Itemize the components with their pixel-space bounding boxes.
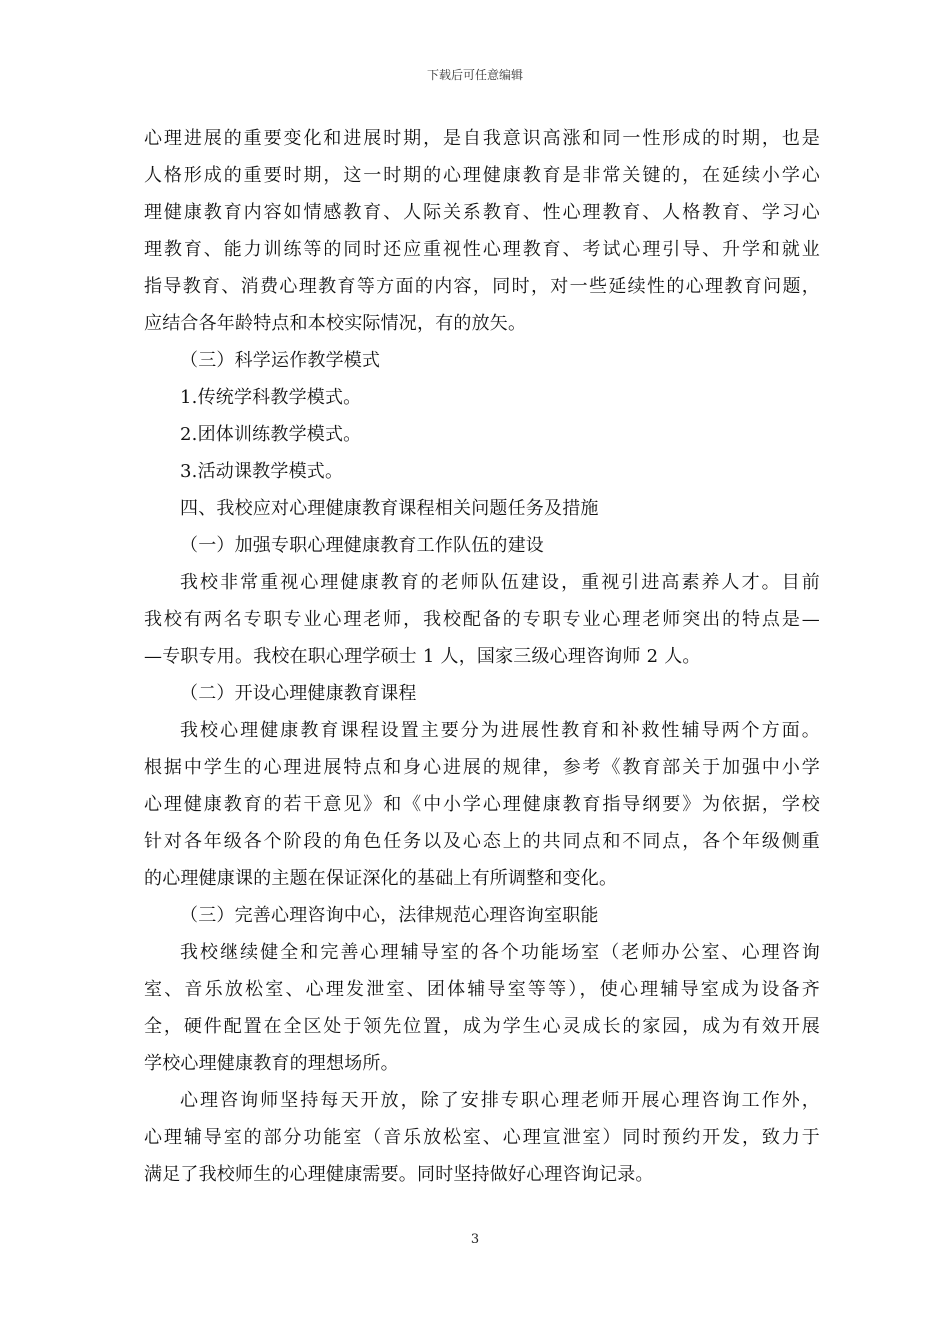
text-line: （三）完善心理咨询中心，法律规范心理咨询室职能 bbox=[180, 905, 599, 926]
page-header: 下载后可任意编辑 bbox=[426, 68, 523, 82]
text-line: 心理健康教育的若干意见》和《中小学心理健康教育指导纲要》为依据，学校 bbox=[144, 794, 820, 815]
text-line: 的心理健康课的主题在保证深化的基础上有所调整和变化。 bbox=[144, 868, 618, 889]
text-line: 我校心理健康教育课程设置主要分为进展性教育和补救性辅导两个方面。 bbox=[180, 720, 820, 741]
text-line: 应结合各年龄特点和本校实际情况，有的放矢。 bbox=[144, 313, 527, 334]
text-line: 1.传统学科教学模式。 bbox=[180, 387, 362, 408]
text-line: 3.活动课教学模式。 bbox=[180, 461, 344, 482]
text-line: 学校心理健康教育的理想场所。 bbox=[144, 1053, 399, 1074]
text-line: 指导教育、消费心理教育等方面的内容，同时，对一些延续性的心理教育问题， bbox=[144, 276, 820, 297]
text-line: 根据中学生的心理进展特点和身心进展的规律，参考《教育部关于加强中小学 bbox=[144, 757, 820, 778]
text-line: （一）加强专职心理健康教育工作队伍的建设 bbox=[180, 535, 544, 556]
text-line: 我校继续健全和完善心理辅导室的各个功能场室（老师办公室、心理咨询 bbox=[180, 942, 820, 963]
page-number: 3 bbox=[470, 1232, 480, 1247]
text-line: （三）科学运作教学模式 bbox=[180, 350, 381, 371]
text-line: 四、我校应对心理健康教育课程相关问题任务及措施 bbox=[180, 498, 599, 519]
text-line: 心理辅导室的部分功能室（音乐放松室、心理宣泄室）同时预约开发，致力于 bbox=[144, 1127, 820, 1148]
text-line: （二）开设心理健康教育课程 bbox=[180, 683, 417, 704]
text-line: 人格形成的重要时期，这一时期的心理健康教育是非常关键的，在延续小学心 bbox=[144, 165, 820, 186]
document-body bbox=[144, 120, 820, 1193]
text-line: 室、音乐放松室、心理发泄室、团体辅导室等等），使心理辅导室成为设备齐 bbox=[144, 979, 820, 1000]
text-line: 2.团体训练教学模式。 bbox=[180, 424, 362, 445]
text-line: 满足了我校师生的心理健康需要。同时坚持做好心理咨询记录。 bbox=[144, 1164, 654, 1185]
text-line: 心理进展的重要变化和进展时期，是自我意识高涨和同一性形成的时期，也是 bbox=[144, 128, 820, 149]
text-line: 全，硬件配置在全区处于领先位置，成为学生心灵成长的家园，成为有效开展 bbox=[144, 1016, 820, 1037]
text-line: 理教育、能力训练等的同时还应重视性心理教育、考试心理引导、升学和就业 bbox=[144, 239, 820, 260]
text-line: —专职专用。我校在职心理学硕士 1 人，国家三级心理咨询师 2 人。 bbox=[144, 646, 701, 667]
text-line: 我校有两名专职专业心理老师，我校配备的专职专业心理老师突出的特点是— bbox=[144, 609, 820, 630]
text-line: 针对各年级各个阶段的角色任务以及心态上的共同点和不同点，各个年级侧重 bbox=[144, 831, 820, 852]
text-line: 我校非常重视心理健康教育的老师队伍建设，重视引进高素养人才。目前 bbox=[180, 572, 820, 593]
text-line: 心理咨询师坚持每天开放，除了安排专职心理老师开展心理咨询工作外， bbox=[180, 1090, 820, 1111]
text-line: 理健康教育内容如情感教育、人际关系教育、性心理教育、人格教育、学习心 bbox=[144, 202, 820, 223]
